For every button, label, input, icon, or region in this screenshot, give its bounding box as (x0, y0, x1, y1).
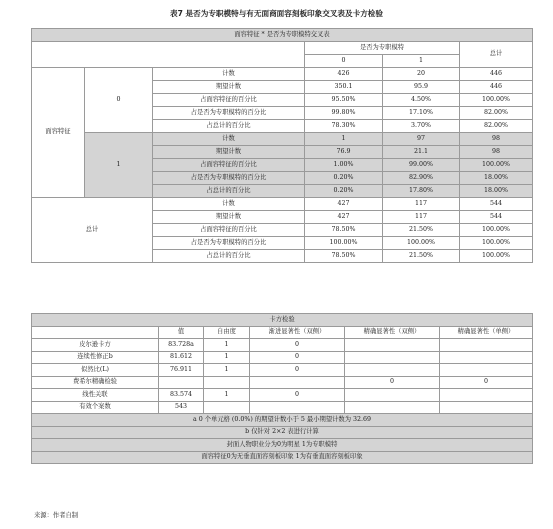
source-note: 来源：作者自制 (34, 512, 79, 519)
cell-col-0: 426 (305, 68, 383, 81)
cell-col-1: 3.70% (383, 120, 460, 133)
chisq-corner (32, 326, 159, 339)
chisq-exact2 (345, 351, 440, 364)
cell-col-0: 350.1 (305, 81, 383, 94)
chisq-value: 83.728a (159, 339, 204, 352)
cell-col-0: 78.30% (305, 120, 383, 133)
chisq-exact2 (345, 389, 440, 402)
chisq-exact1 (440, 351, 533, 364)
stat-label: 期望计数 (153, 211, 305, 224)
chisq-row-label: 似然比(L) (32, 364, 159, 377)
chisq-value: 76.911 (159, 364, 204, 377)
chisq-col-asym: 渐进显著性（双侧） (250, 326, 345, 339)
stat-label: 占总计的百分比 (153, 185, 305, 198)
chisq-asym (250, 376, 345, 389)
cell-total: 100.00% (460, 159, 533, 172)
cell-col-1: 99.00% (383, 159, 460, 172)
cell-total: 544 (460, 211, 533, 224)
chisq-exact2 (345, 339, 440, 352)
cell-total: 100.00% (460, 224, 533, 237)
chisq-row-label: 皮尔逊卡方 (32, 339, 159, 352)
stat-label: 计数 (153, 133, 305, 146)
stat-label: 计数 (153, 198, 305, 211)
chisq-col-exact1: 精确显著性（单侧） (440, 326, 533, 339)
cell-total: 18.00% (460, 172, 533, 185)
cell-total: 544 (460, 198, 533, 211)
cell-total: 100.00% (460, 250, 533, 263)
cell-total: 98 (460, 133, 533, 146)
stat-label: 占总计的百分比 (153, 120, 305, 133)
cell-col-1: 117 (383, 211, 460, 224)
cell-col-1: 95.9 (383, 81, 460, 94)
stat-label: 期望计数 (153, 146, 305, 159)
chisq-table (31, 313, 533, 464)
chisq-footnote: 面容特征0为无垂直面容刻板印象 1为有垂直面容刻板印象 (32, 451, 533, 464)
cell-total: 82.00% (460, 107, 533, 120)
chisq-df: 1 (204, 339, 250, 352)
cell-col-1: 100.00% (383, 237, 460, 250)
chisq-exact1 (440, 401, 533, 414)
stat-label: 占面容特征的百分比 (153, 94, 305, 107)
cell-total: 446 (460, 81, 533, 94)
chisq-exact1: 0 (440, 376, 533, 389)
chisq-col-df: 自由度 (204, 326, 250, 339)
cell-col-1: 21.50% (383, 224, 460, 237)
chisq-exact2 (345, 364, 440, 377)
cell-col-1: 20 (383, 68, 460, 81)
cell-col-0: 95.50% (305, 94, 383, 107)
cell-total: 100.00% (460, 237, 533, 250)
cell-total: 18.00% (460, 185, 533, 198)
chisq-df (204, 401, 250, 414)
chisq-exact1 (440, 364, 533, 377)
chisq-value: 81.612 (159, 351, 204, 364)
chisq-asym: 0 (250, 351, 345, 364)
stat-label: 占是否为专职模特的百分比 (153, 107, 305, 120)
cell-col-1: 17.80% (383, 185, 460, 198)
crosstab-header: 面容特征 * 是否为专职模特交叉表 (32, 29, 533, 42)
cell-col-0: 427 (305, 211, 383, 224)
crosstab-corner (32, 42, 305, 68)
cell-col-1: 97 (383, 133, 460, 146)
cell-col-0: 0.20% (305, 185, 383, 198)
chisq-asym: 0 (250, 389, 345, 402)
col-total-header: 总计 (460, 42, 533, 68)
chisq-row-label: 费希尔精确检验 (32, 376, 159, 389)
chisq-footnote: 封面人物职业分为0为明星 1为专职模特 (32, 439, 533, 452)
stat-label: 占总计的百分比 (153, 250, 305, 263)
col-group-header: 是否为专职模特 (305, 42, 460, 55)
col-0-header: 0 (305, 55, 383, 68)
chisq-row-label: 有效个案数 (32, 401, 159, 414)
chisq-exact1 (440, 339, 533, 352)
stat-label: 期望计数 (153, 81, 305, 94)
stat-label: 占面容特征的百分比 (153, 159, 305, 172)
cell-total: 98 (460, 146, 533, 159)
chisq-exact2: 0 (345, 376, 440, 389)
cell-col-1: 21.1 (383, 146, 460, 159)
chisq-asym: 0 (250, 339, 345, 352)
group-label: 0 (85, 68, 153, 133)
stat-label: 占是否为专职模特的百分比 (153, 237, 305, 250)
chisq-df: 1 (204, 389, 250, 402)
cell-col-0: 427 (305, 198, 383, 211)
stat-label: 占是否为专职模特的百分比 (153, 172, 305, 185)
table-caption: 表7 是否为专职模特与有无面商面容刻板印象交叉表及卡方检验 (170, 9, 383, 18)
cell-col-0: 0.20% (305, 172, 383, 185)
cell-col-0: 78.50% (305, 250, 383, 263)
cell-col-0: 99.80% (305, 107, 383, 120)
chisq-footnote: a 0 个单元格 (0.0%) 的期望计数小于 5 最小期望计数为 32.69 (32, 414, 533, 427)
chisq-value: 543 (159, 401, 204, 414)
chisq-df: 1 (204, 364, 250, 377)
chisq-asym (250, 401, 345, 414)
cell-total: 82.00% (460, 120, 533, 133)
chisq-row-label: 线性关联 (32, 389, 159, 402)
chisq-header: 卡方检验 (32, 314, 533, 327)
chisq-exact1 (440, 389, 533, 402)
chisq-col-exact2: 精确显著性（双侧） (345, 326, 440, 339)
chisq-asym: 0 (250, 364, 345, 377)
chisq-row-label: 连续性修正b (32, 351, 159, 364)
cell-col-0: 1.00% (305, 159, 383, 172)
chisq-footnote: b 仅针对 2×2 表进行计算 (32, 426, 533, 439)
cell-col-0: 1 (305, 133, 383, 146)
total-group-label: 总计 (32, 198, 153, 263)
cell-total: 100.00% (460, 94, 533, 107)
cell-col-1: 117 (383, 198, 460, 211)
cell-col-1: 4.50% (383, 94, 460, 107)
stat-label: 计数 (153, 68, 305, 81)
col-1-header: 1 (383, 55, 460, 68)
chisq-col-value: 值 (159, 326, 204, 339)
cell-col-1: 17.10% (383, 107, 460, 120)
chisq-df: 1 (204, 351, 250, 364)
cell-total: 446 (460, 68, 533, 81)
chisq-value (159, 376, 204, 389)
stat-label: 占面容特征的百分比 (153, 224, 305, 237)
chisq-exact2 (345, 401, 440, 414)
cell-col-1: 82.90% (383, 172, 460, 185)
crosstab-table (31, 28, 533, 263)
cell-col-0: 100.00% (305, 237, 383, 250)
row-var-label: 面容特征 (32, 68, 85, 198)
cell-col-1: 21.50% (383, 250, 460, 263)
chisq-df (204, 376, 250, 389)
chisq-value: 83.574 (159, 389, 204, 402)
group-label: 1 (85, 133, 153, 198)
cell-col-0: 76.9 (305, 146, 383, 159)
cell-col-0: 78.50% (305, 224, 383, 237)
